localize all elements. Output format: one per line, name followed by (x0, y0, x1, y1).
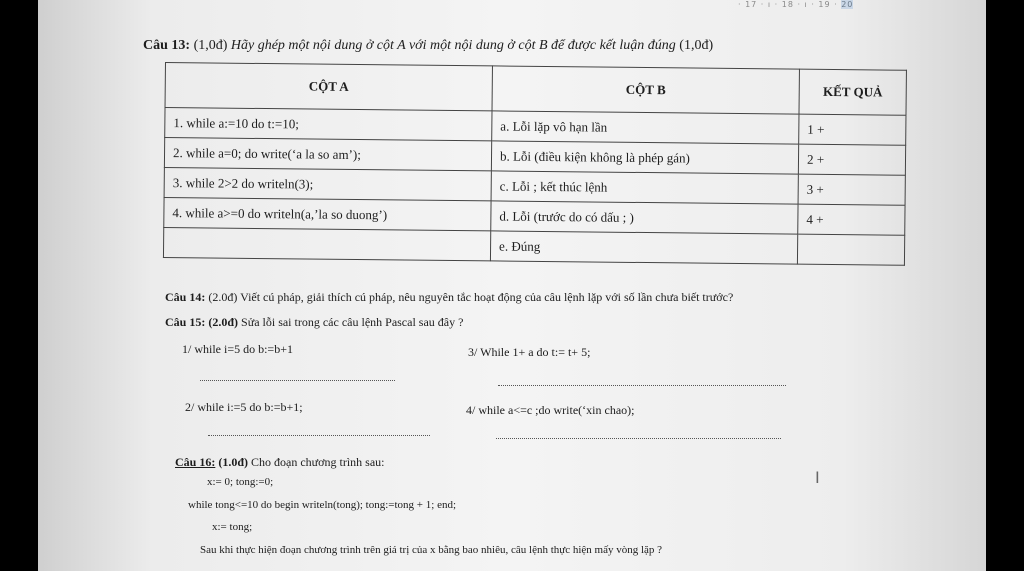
table-cell: c. Lỗi ; kết thúc lệnh (491, 171, 798, 204)
q16-text: Cho đoạn chương trình sau: (251, 455, 385, 469)
table-cell: 1. while a:=10 do t:=10; (165, 108, 492, 141)
table-cell: 3 + (798, 174, 905, 205)
matching-table (163, 62, 907, 266)
q16-code-line-2: while tong<=10 do begin writeln(tong); tong:=tong + 1; end; (188, 499, 457, 511)
q16-code-line-3: x:= tong; (212, 521, 253, 533)
question-16 (175, 455, 385, 470)
table-cell: e. Đúng (490, 231, 797, 264)
table-cell: 4 + (798, 204, 905, 235)
q13-label: Câu 13: (143, 38, 191, 53)
question-14 (165, 290, 733, 305)
q15-item-4: 4/ while a<=c ;do write(‘xin chao); (466, 403, 635, 417)
q13-score-2: (1,0đ) (679, 38, 714, 53)
q15-item-3: 3/ While 1+ a do t:= t+ 5; (468, 345, 591, 359)
ruler-marks: · 17 · ı · 18 · ı · 19 · (738, 0, 838, 9)
table-cell: 2 + (798, 144, 905, 175)
table-cell (163, 227, 490, 260)
q15-item-2: 2/ while i:=5 do b:=b+1; (185, 400, 303, 414)
q16-label: Câu 16: (175, 455, 216, 469)
table-cell (797, 234, 904, 265)
header-col-a: CỘT A (165, 63, 492, 111)
q15-score: (2.0đ) (208, 315, 239, 329)
q15-label: Câu 15: (165, 315, 206, 329)
answer-line (208, 435, 430, 436)
q13-text: Hãy ghép một nội dung ở cột A với một nội dung ở cột B để được kết luận đúng (230, 38, 676, 53)
q13-score: (1,0đ) (193, 38, 228, 53)
q16-code-line-1: x:= 0; tong:=0; (207, 476, 274, 488)
table-cell: 3. while 2>2 do writeln(3); (164, 167, 491, 200)
header-col-b: CỘT B (492, 66, 799, 114)
q16-question: Sau khi thực hiện đoạn chương trình trên giá trị của x bằng bao nhiêu, câu lệnh thực hiện mấy vòng lặp ? (200, 544, 663, 556)
answer-line (498, 385, 786, 386)
answer-line (496, 438, 781, 439)
table-header-row (165, 63, 906, 116)
question-15 (165, 315, 463, 330)
table-cell: 1 + (799, 114, 906, 145)
q16-score: (1.0đ) (218, 455, 249, 469)
q15-text: Sửa lỗi sai trong các câu lệnh Pascal sau đây ? (241, 315, 464, 329)
table-cell: b. Lỗi (điều kiện không là phép gán) (491, 141, 798, 174)
text-cursor-icon: I (815, 468, 820, 487)
table-cell: d. Lỗi (trước do có dấu ; ) (491, 201, 798, 234)
question-13 (143, 38, 713, 54)
header-result: KẾT QUẢ (799, 69, 906, 115)
table-cell: a. Lỗi lặp vô hạn lần (492, 111, 799, 144)
ruler (738, 0, 998, 12)
answer-line (200, 380, 395, 381)
table-cell: 4. while a>=0 do writeln(a,’la so duong’) (164, 197, 491, 230)
q14-label: Câu 14: (165, 290, 206, 304)
q15-item-1: 1/ while i=5 do b:=b+1 (182, 342, 293, 356)
table-cell: 2. while a=0; do write(‘a la so am’); (164, 138, 491, 171)
q14-text: (2.0đ) Viết cú pháp, giải thích cú pháp, nêu nguyên tắc hoạt động của câu lệnh lặp với số lần chưa biết trước? (208, 290, 734, 304)
ruler-current-mark: 20 (841, 0, 854, 9)
